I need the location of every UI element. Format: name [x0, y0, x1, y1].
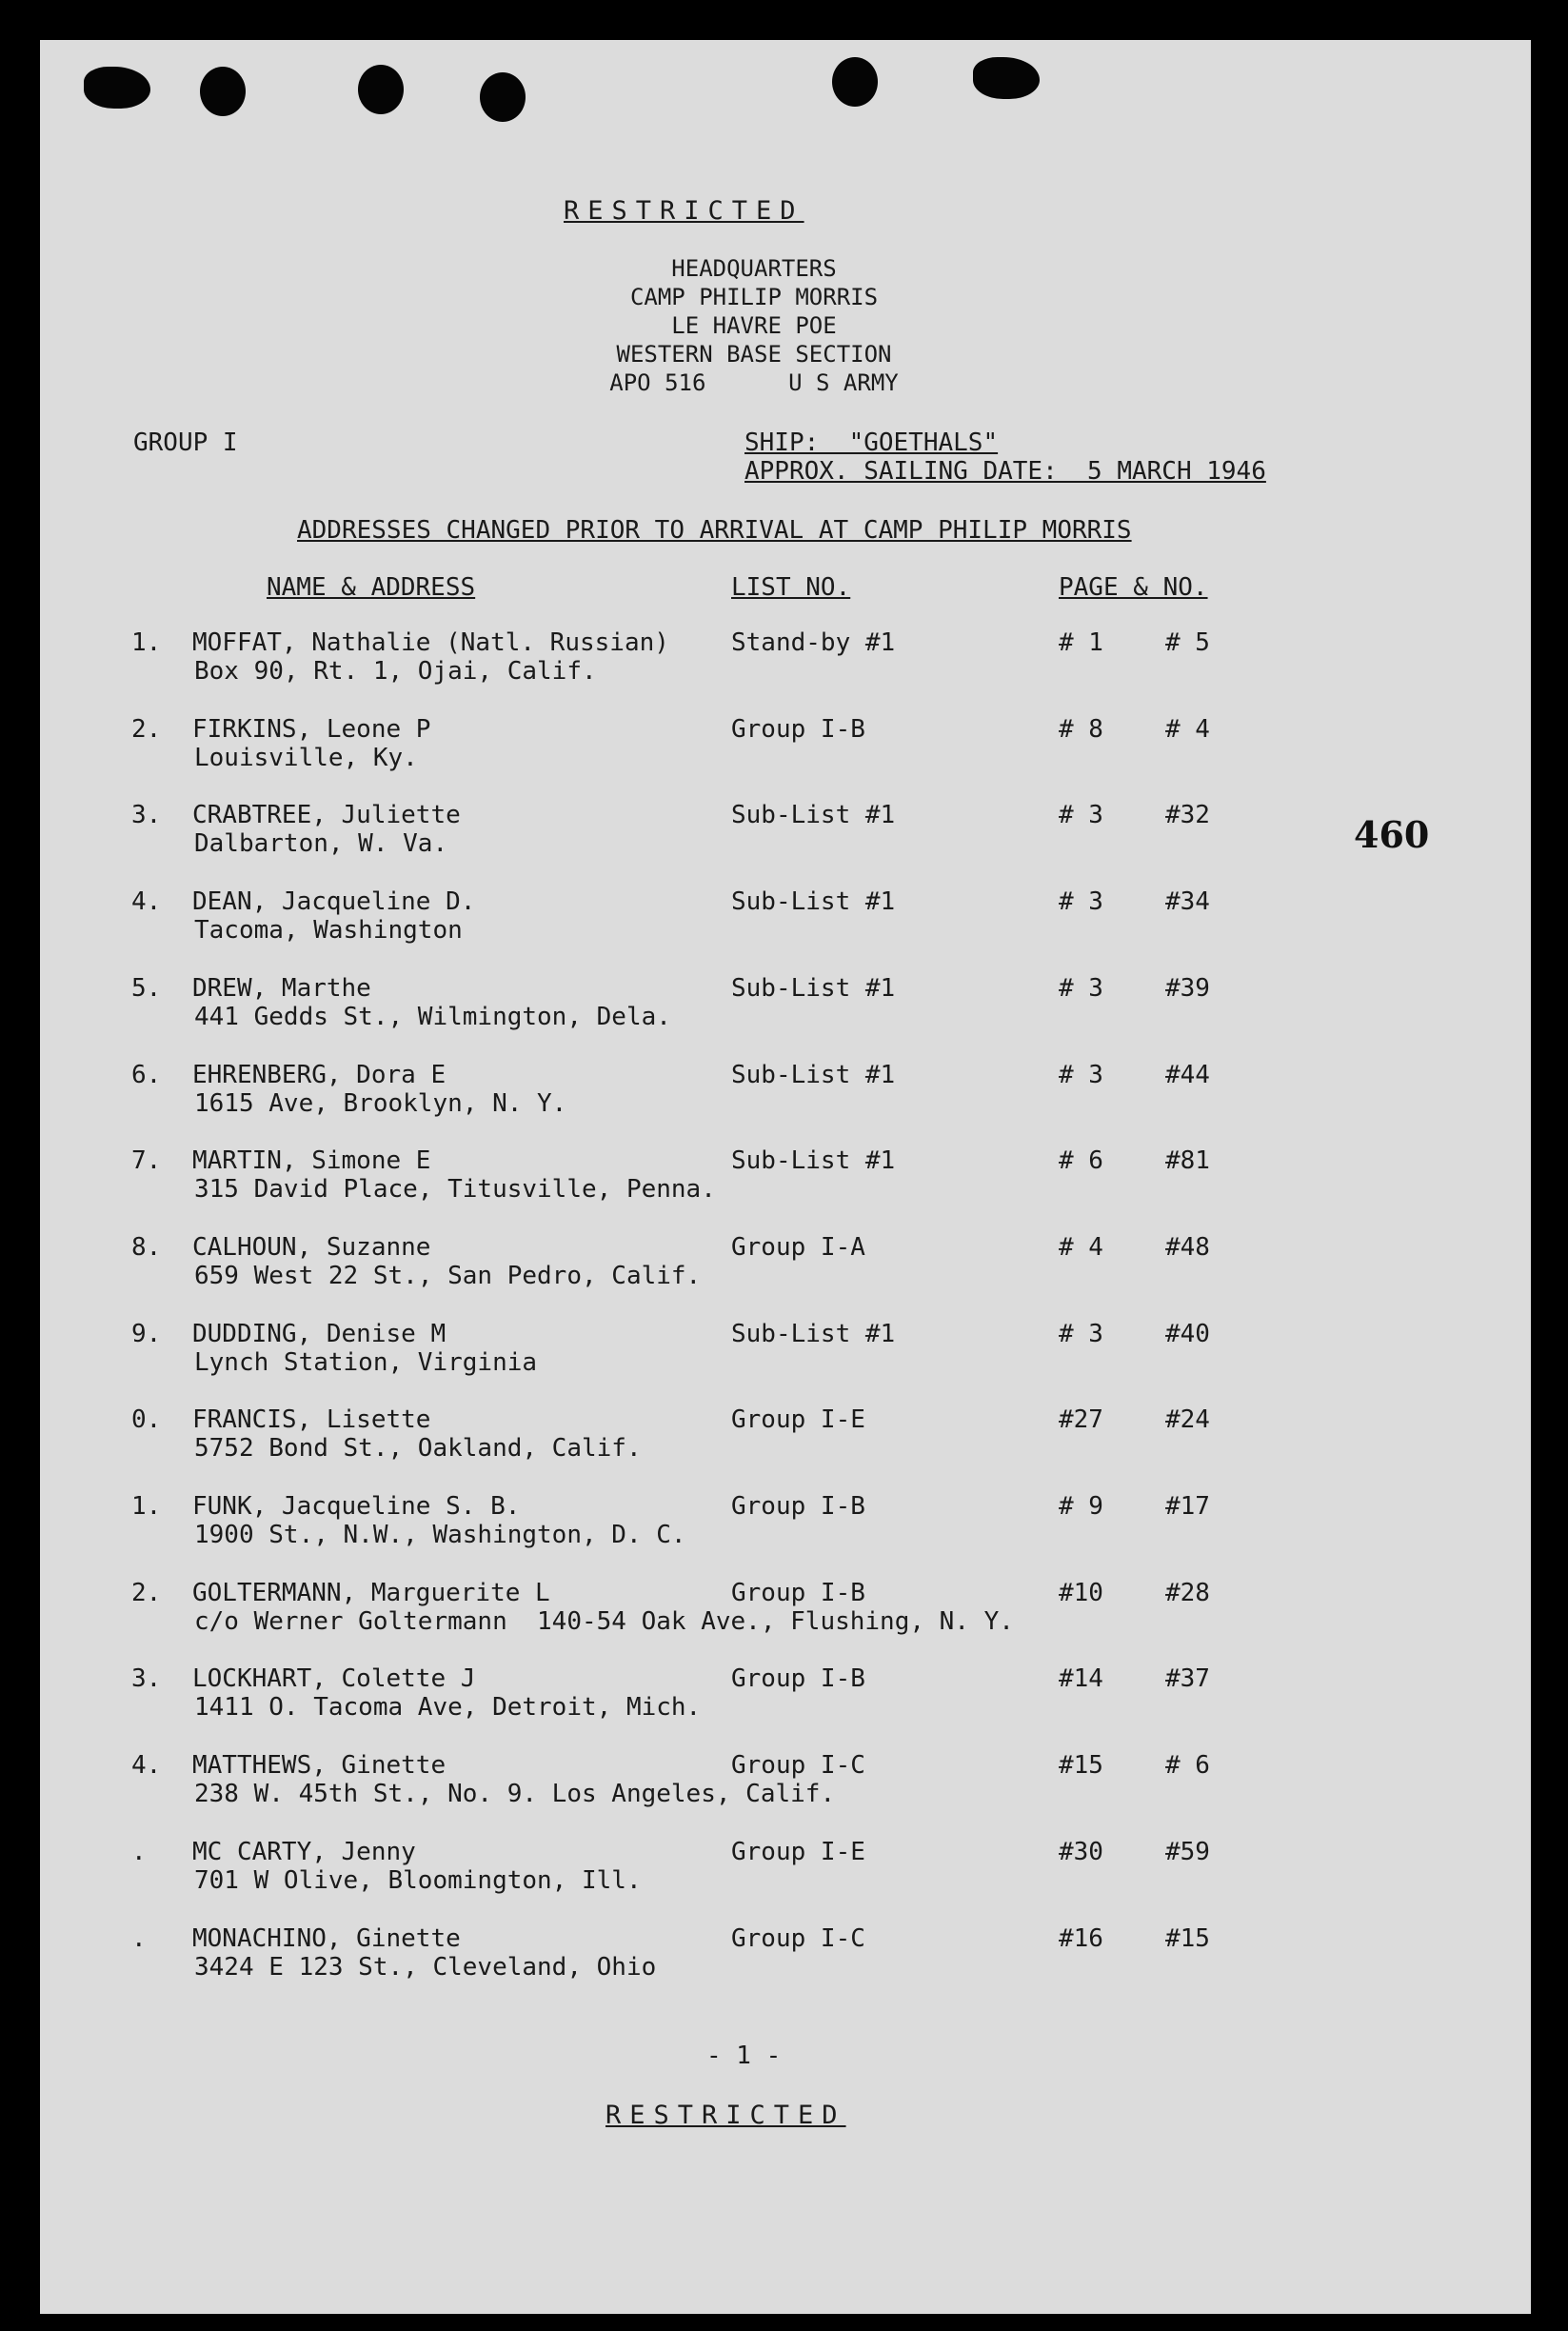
punch-hole: [480, 72, 526, 122]
entry-address: 441 Gedds St., Wilmington, Dela.: [194, 1003, 671, 1031]
entry-list-no: Group I-C: [731, 1924, 865, 1953]
entry-page-no: # 1: [1059, 628, 1103, 657]
punch-hole: [973, 57, 1040, 99]
entry-list-no: Group I-B: [731, 1492, 865, 1521]
entry-page-no: # 6: [1059, 1146, 1103, 1175]
entry-list-no: Group I-A: [731, 1233, 865, 1262]
entry-address: 5752 Bond St., Oakland, Calif.: [194, 1434, 642, 1463]
punch-hole: [358, 65, 404, 114]
entry-list-no: Group I-E: [731, 1838, 865, 1866]
entry-number: 2.: [131, 1579, 162, 1607]
list-item: [40, 1492, 1531, 1568]
entry-name: MARTIN, Simone E: [192, 1146, 431, 1175]
entry-name: DEAN, Jacqueline D.: [192, 887, 476, 916]
entry-name: FUNK, Jacqueline S. B.: [192, 1492, 521, 1521]
entry-name: MOFFAT, Nathalie (Natl. Russian): [192, 628, 669, 657]
punch-hole: [200, 67, 246, 116]
section-heading: ADDRESSES CHANGED PRIOR TO ARRIVAL AT CAMP PHILIP MORRIS: [297, 516, 1132, 545]
entry-page-no: #16: [1059, 1924, 1103, 1953]
entry-item-no: #24: [1165, 1405, 1210, 1434]
entry-list-no: Sub-List #1: [731, 801, 896, 829]
entry-page-no: # 3: [1059, 887, 1103, 916]
header-line: LE HAVRE POE: [671, 312, 837, 339]
entry-item-no: # 5: [1165, 628, 1210, 657]
entry-number: 1.: [131, 628, 162, 657]
entry-name: DREW, Marthe: [192, 974, 371, 1003]
entry-number: .: [131, 1838, 147, 1866]
entry-list-no: Group I-E: [731, 1405, 865, 1434]
entry-item-no: #28: [1165, 1579, 1210, 1607]
list-item: [40, 801, 1531, 877]
entry-list-no: Sub-List #1: [731, 1320, 896, 1348]
punch-hole: [832, 57, 878, 107]
entry-page-no: #27: [1059, 1405, 1103, 1434]
list-item: [40, 887, 1531, 964]
list-item: [40, 1579, 1531, 1655]
entry-item-no: #40: [1165, 1320, 1210, 1348]
list-item: [40, 1405, 1531, 1482]
header-line: HEADQUARTERS: [671, 255, 837, 282]
entry-name: CRABTREE, Juliette: [192, 801, 461, 829]
ship-name: SHIP: "GOETHALS": [744, 428, 999, 457]
entry-list-no: Stand-by #1: [731, 628, 896, 657]
entry-number: 1.: [131, 1492, 162, 1521]
entry-number: 9.: [131, 1320, 162, 1348]
entry-name: EHRENBERG, Dora E: [192, 1061, 447, 1089]
entry-name: LOCKHART, Colette J: [192, 1664, 476, 1693]
entry-page-no: #15: [1059, 1751, 1103, 1780]
list-item: [40, 1146, 1531, 1223]
entry-page-no: # 3: [1059, 1061, 1103, 1089]
column-list-no: LIST NO.: [731, 573, 851, 602]
entry-number: .: [131, 1924, 147, 1953]
entry-page-no: # 4: [1059, 1233, 1103, 1262]
entry-number: 0.: [131, 1405, 162, 1434]
entry-address: 1411 O. Tacoma Ave, Detroit, Mich.: [194, 1693, 702, 1722]
entry-address: 659 West 22 St., San Pedro, Calif.: [194, 1262, 702, 1290]
entry-list-no: Sub-List #1: [731, 1061, 896, 1089]
entry-name: FIRKINS, Leone P: [192, 715, 431, 744]
entry-number: 4.: [131, 887, 162, 916]
restricted-bottom: RESTRICTED: [605, 2101, 846, 2130]
entry-list-no: Group I-B: [731, 715, 865, 744]
entry-item-no: #59: [1165, 1838, 1210, 1866]
restricted-top: RESTRICTED: [564, 196, 804, 226]
entry-number: 5.: [131, 974, 162, 1003]
entry-item-no: #15: [1165, 1924, 1210, 1953]
entry-item-no: # 6: [1165, 1751, 1210, 1780]
list-item: [40, 974, 1531, 1050]
list-item: [40, 628, 1531, 705]
entry-address: Tacoma, Washington: [194, 916, 463, 945]
list-item: [40, 1838, 1531, 1914]
entry-list-no: Sub-List #1: [731, 887, 896, 916]
entry-page-no: #10: [1059, 1579, 1103, 1607]
sailing-date: APPROX. SAILING DATE: 5 MARCH 1946: [744, 457, 1266, 486]
entry-item-no: #34: [1165, 887, 1210, 916]
entry-address: 3424 E 123 St., Cleveland, Ohio: [194, 1953, 657, 1982]
entry-number: 6.: [131, 1061, 162, 1089]
entry-name: MONACHINO, Ginette: [192, 1924, 461, 1953]
entry-address: 701 W Olive, Bloomington, Ill.: [194, 1866, 642, 1895]
entry-list-no: Group I-B: [731, 1579, 865, 1607]
entry-number: 3.: [131, 801, 162, 829]
header-line: CAMP PHILIP MORRIS: [629, 284, 879, 310]
entry-page-no: #30: [1059, 1838, 1103, 1866]
entry-page-no: # 8: [1059, 715, 1103, 744]
entry-number: 8.: [131, 1233, 162, 1262]
list-item: [40, 1233, 1531, 1309]
entry-page-no: # 3: [1059, 974, 1103, 1003]
header-line: APO 516 U S ARMY: [609, 369, 899, 396]
entry-item-no: #81: [1165, 1146, 1210, 1175]
entry-name: CALHOUN, Suzanne: [192, 1233, 431, 1262]
entry-item-no: #44: [1165, 1061, 1210, 1089]
entry-address: Dalbarton, W. Va.: [194, 829, 448, 858]
entry-address: 238 W. 45th St., No. 9. Los Angeles, Calif.: [194, 1780, 836, 1808]
entry-item-no: #39: [1165, 974, 1210, 1003]
column-page-no: PAGE & NO.: [1059, 573, 1208, 602]
entry-name: MATTHEWS, Ginette: [192, 1751, 447, 1780]
entry-address: Box 90, Rt. 1, Ojai, Calif.: [194, 657, 597, 686]
punch-hole: [84, 67, 150, 109]
entry-item-no: #37: [1165, 1664, 1210, 1693]
entry-number: 7.: [131, 1146, 162, 1175]
column-name-address: NAME & ADDRESS: [267, 573, 476, 602]
entry-list-no: Sub-List #1: [731, 974, 896, 1003]
group-label: GROUP I: [133, 428, 238, 457]
entry-item-no: #48: [1165, 1233, 1210, 1262]
entry-item-no: #32: [1165, 801, 1210, 829]
entry-address: Lynch Station, Virginia: [194, 1348, 538, 1377]
entry-address: Louisville, Ky.: [194, 744, 418, 772]
list-item: [40, 1924, 1531, 2001]
document-page: [40, 40, 1531, 2314]
entry-item-no: # 4: [1165, 715, 1210, 744]
entry-page-no: # 3: [1059, 1320, 1103, 1348]
entry-name: FRANCIS, Lisette: [192, 1405, 431, 1434]
entry-name: DUDDING, Denise M: [192, 1320, 447, 1348]
entry-name: MC CARTY, Jenny: [192, 1838, 416, 1866]
entry-address: 315 David Place, Titusville, Penna.: [194, 1175, 716, 1204]
entry-page-no: # 3: [1059, 801, 1103, 829]
list-item: [40, 1664, 1531, 1741]
entry-number: 3.: [131, 1664, 162, 1693]
list-item: [40, 1320, 1531, 1396]
list-item: [40, 715, 1531, 791]
list-item: [40, 1751, 1531, 1827]
entry-page-no: #14: [1059, 1664, 1103, 1693]
page-number: - 1 -: [706, 2042, 782, 2070]
entry-address: 1900 St., N.W., Washington, D. C.: [194, 1521, 686, 1549]
header-line: WESTERN BASE SECTION: [616, 341, 892, 368]
entry-number: 2.: [131, 715, 162, 744]
entry-list-no: Group I-C: [731, 1751, 865, 1780]
list-item: [40, 1061, 1531, 1137]
entry-number: 4.: [131, 1751, 162, 1780]
entry-list-no: Group I-B: [731, 1664, 865, 1693]
entry-page-no: # 9: [1059, 1492, 1103, 1521]
entry-address: 1615 Ave, Brooklyn, N. Y.: [194, 1089, 567, 1118]
entry-list-no: Sub-List #1: [731, 1146, 896, 1175]
entry-address: c/o Werner Goltermann 140-54 Oak Ave., Flushing, N. Y.: [194, 1607, 1014, 1636]
entry-name: GOLTERMANN, Marguerite L: [192, 1579, 550, 1607]
entry-item-no: #17: [1165, 1492, 1210, 1521]
page-stamp-number: 460: [1354, 813, 1430, 856]
